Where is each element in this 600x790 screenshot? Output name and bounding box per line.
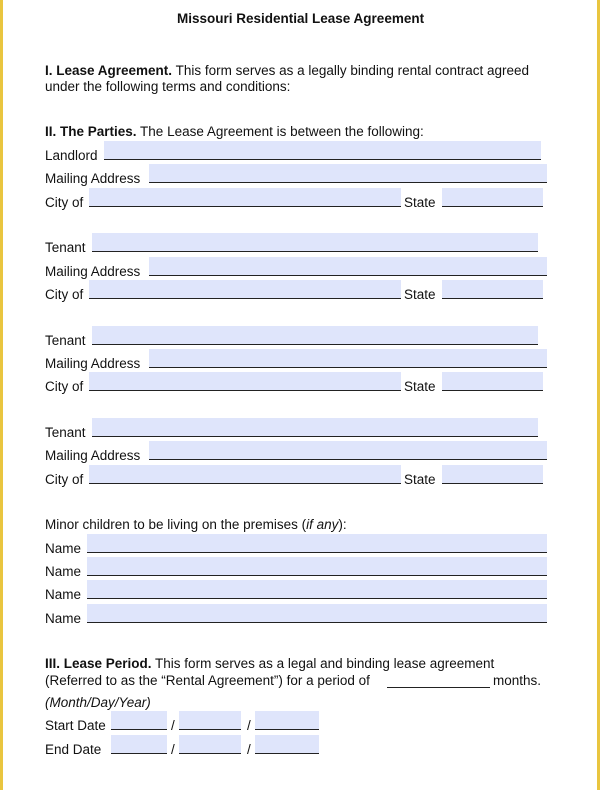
- end-date-label: End Date: [45, 742, 102, 757]
- minor-name-field-2[interactable]: [87, 557, 547, 576]
- minors-label-italic: if any: [306, 517, 339, 532]
- city-label: City of: [45, 195, 84, 210]
- state-label: State: [404, 379, 436, 394]
- lease-period-months-field[interactable]: [387, 670, 490, 688]
- minors-label: [45, 517, 347, 533]
- mailing-address-label: Mailing Address: [45, 356, 141, 371]
- city-label: City of: [45, 472, 84, 487]
- lease-form-page: [3, 0, 597, 790]
- tenant-label: Tenant: [45, 333, 86, 348]
- minor-name-label: Name: [45, 541, 82, 556]
- minor-name-label: Name: [45, 611, 82, 626]
- section1-line1: [45, 63, 529, 79]
- section2-intro: The Lease Agreement is between the following:: [136, 124, 424, 139]
- tenant-2-mailing-address-field[interactable]: [149, 349, 547, 368]
- tenant-3-name-field[interactable]: [92, 418, 538, 437]
- city-label: City of: [45, 287, 84, 302]
- section2-line: [45, 124, 424, 140]
- form-title: Missouri Residential Lease Agreement: [177, 11, 425, 26]
- landlord-city-field[interactable]: [89, 188, 401, 207]
- minors-label-suffix: ):: [338, 517, 347, 532]
- start-date-month-field[interactable]: [111, 711, 167, 730]
- start-date-year-field[interactable]: [255, 711, 319, 730]
- tenant-1-city-field[interactable]: [89, 280, 401, 299]
- minor-name-field-4[interactable]: [87, 604, 547, 623]
- date-separator: /: [247, 718, 251, 733]
- tenant-2-name-field[interactable]: [92, 326, 538, 345]
- tenant-label: Tenant: [45, 425, 86, 440]
- start-date-label: Start Date: [45, 718, 106, 733]
- date-separator: /: [171, 718, 175, 733]
- section3-heading: III. Lease Period.: [45, 656, 152, 671]
- tenant-label: Tenant: [45, 240, 86, 255]
- tenant-3-mailing-address-field[interactable]: [149, 441, 547, 460]
- tenant-3-city-field[interactable]: [89, 465, 401, 484]
- end-date-day-field[interactable]: [179, 735, 241, 754]
- date-format-hint: (Month/Day/Year): [45, 695, 151, 710]
- minor-name-label: Name: [45, 587, 82, 602]
- state-label: State: [404, 287, 436, 302]
- end-date-month-field[interactable]: [111, 735, 167, 754]
- mailing-address-label: Mailing Address: [45, 448, 141, 463]
- tenant-1-state-field[interactable]: [442, 280, 543, 299]
- section3-text-line1: This form serves as a legal and binding lease agreement: [151, 656, 495, 671]
- section3-text-line2-suffix: months.: [493, 673, 542, 688]
- start-date-day-field[interactable]: [179, 711, 241, 730]
- landlord-state-field[interactable]: [442, 188, 543, 207]
- section1-text-line1: This form serves as a legally binding rental contract agreed: [172, 63, 529, 78]
- landlord-mailing-address-field[interactable]: [149, 164, 547, 183]
- tenant-3-state-field[interactable]: [442, 465, 543, 484]
- section1-text-line2: under the following terms and conditions:: [45, 79, 291, 94]
- date-separator: /: [247, 742, 251, 757]
- state-label: State: [404, 472, 436, 487]
- state-label: State: [404, 195, 436, 210]
- date-separator: /: [171, 742, 175, 757]
- city-label: City of: [45, 379, 84, 394]
- tenant-1-name-field[interactable]: [92, 233, 538, 252]
- minor-name-label: Name: [45, 564, 82, 579]
- section2-heading: II. The Parties.: [45, 124, 137, 139]
- tenant-2-state-field[interactable]: [442, 372, 543, 391]
- minors-label-prefix: Minor children to be living on the premises (: [45, 517, 307, 532]
- end-date-year-field[interactable]: [255, 735, 319, 754]
- minor-name-field-1[interactable]: [87, 534, 547, 553]
- mailing-address-label: Mailing Address: [45, 264, 141, 279]
- landlord-label: Landlord: [45, 148, 98, 163]
- section1-heading: I. Lease Agreement.: [45, 63, 173, 78]
- mailing-address-label: Mailing Address: [45, 171, 141, 186]
- tenant-2-city-field[interactable]: [89, 372, 401, 391]
- landlord-name-field[interactable]: [104, 141, 541, 160]
- tenant-1-mailing-address-field[interactable]: [149, 257, 547, 276]
- minor-name-field-3[interactable]: [87, 580, 547, 599]
- section3-text-line2-prefix: (Referred to as the “Rental Agreement”) for a period of: [45, 673, 370, 688]
